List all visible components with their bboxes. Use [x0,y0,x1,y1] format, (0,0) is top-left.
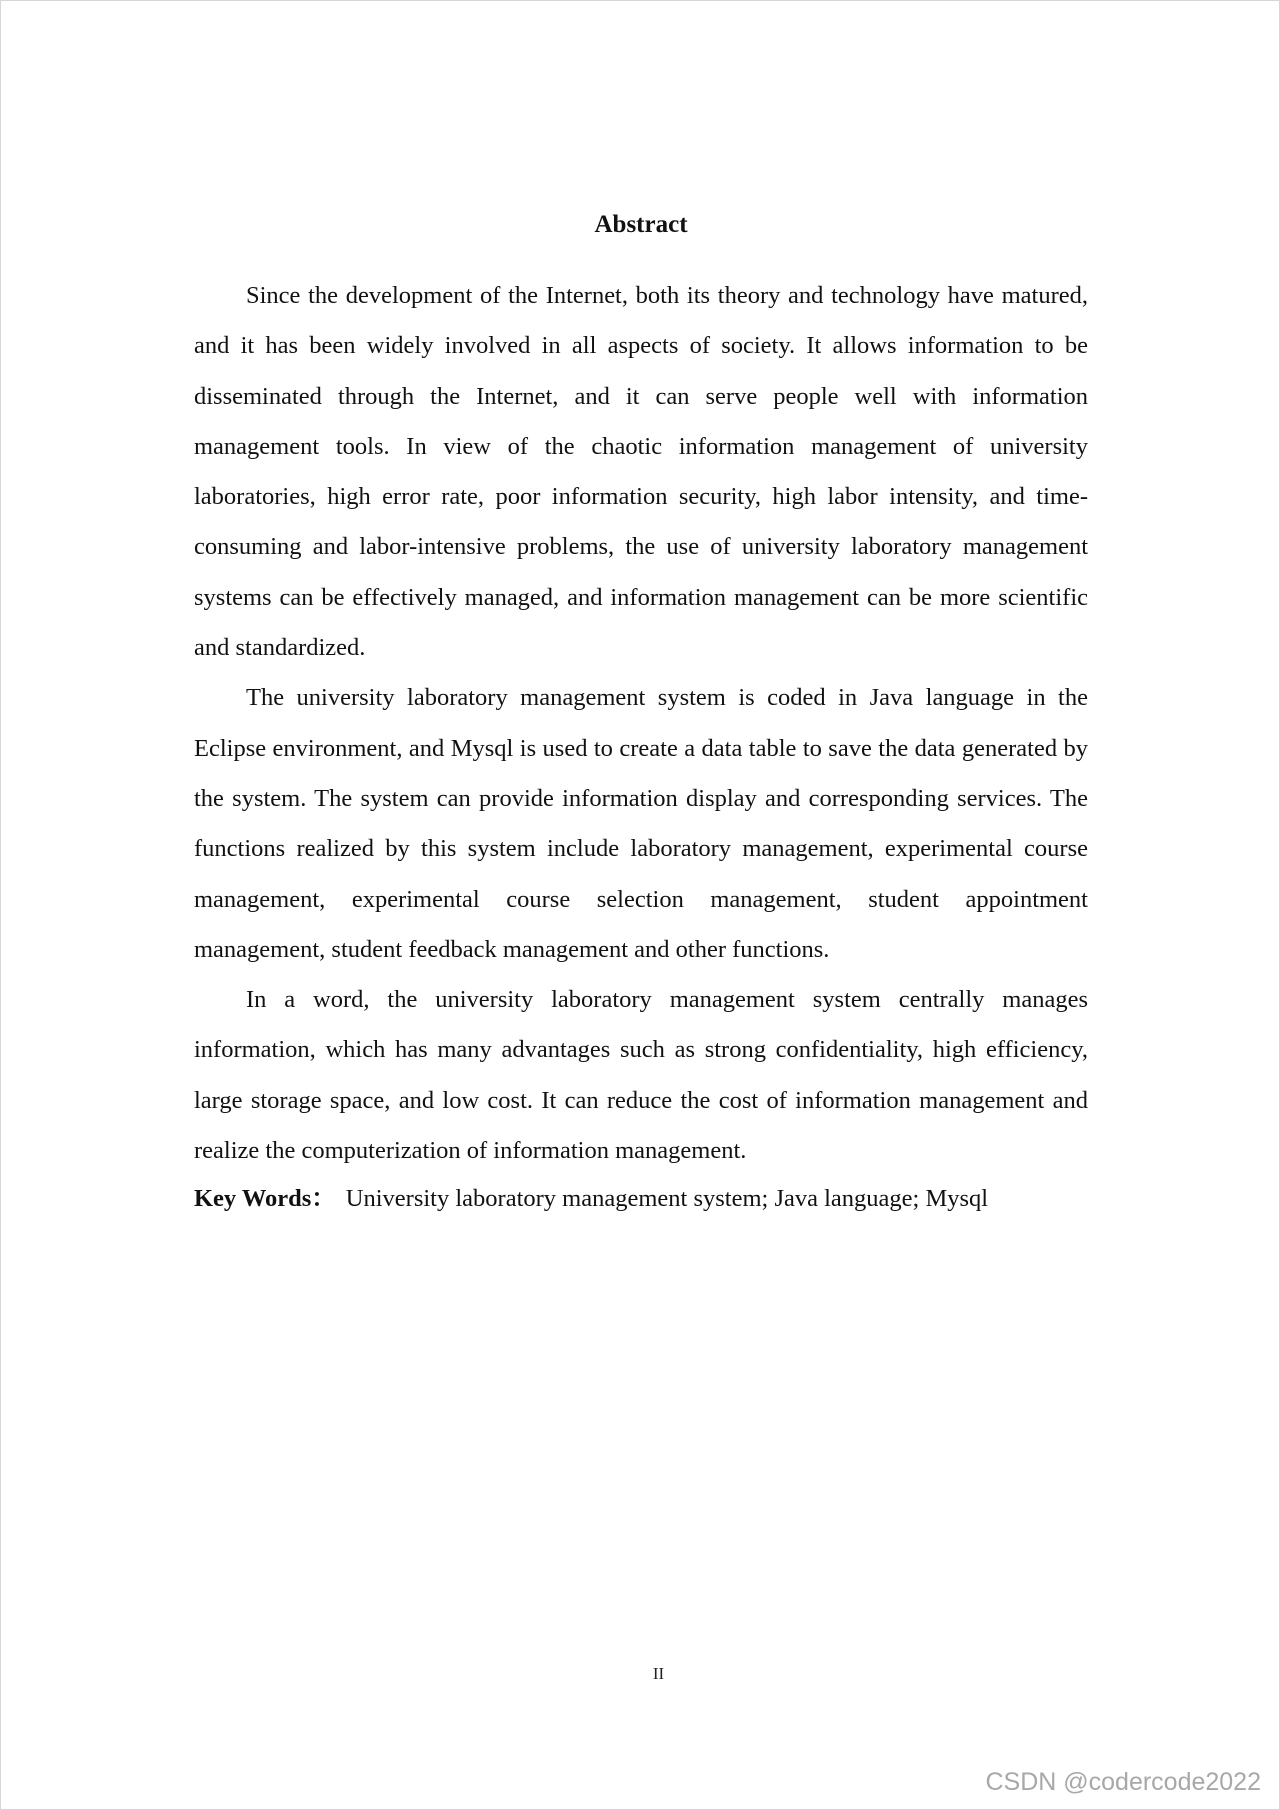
abstract-paragraph-2: The university laboratory management system is coded in Java language in the Eclipse environment, and Mysql is used to create a data table to save the data generated by the system. The system can provide information display and corresponding services. The functions realized by this system include laboratory management, experimental course management, experimental course selection management, student appointment management, student feedback management and other functions. [194,684,1088,963]
abstract-paragraph-3: In a word, the university laboratory management system centrally manages information, which has many advantages such as strong confidentiality, high efficiency, large storage space, and low cost. It can reduce the cost of information management and realize the computerization of information management. [194,986,1088,1165]
keywords-line [194,1176,1088,1222]
abstract-paragraph-1: Since the development of the Internet, both its theory and technology have matured, and it has been widely involved in all aspects of society. It allows information to be disseminated through the Internet, and it can serve people well with information management tools. In view of the chaotic information management of university laboratories, high error rate, poor information security, high labor intensity, and time-consuming and labor-intensive problems, the use of university laboratory management systems can be effectively managed, and information management can be more scientific and standardized. [194,282,1088,662]
keywords-separator: ： [311,1185,336,1213]
document-body [194,205,1088,1222]
page-number: II [652,1664,665,1683]
watermark: CSDN @codercode2022 [985,1768,1261,1796]
abstract-title: Abstract [594,211,688,238]
keywords-text: University laboratory management system; Java language; Mysql [345,1185,989,1213]
keywords-label: Key Words [194,1185,312,1213]
